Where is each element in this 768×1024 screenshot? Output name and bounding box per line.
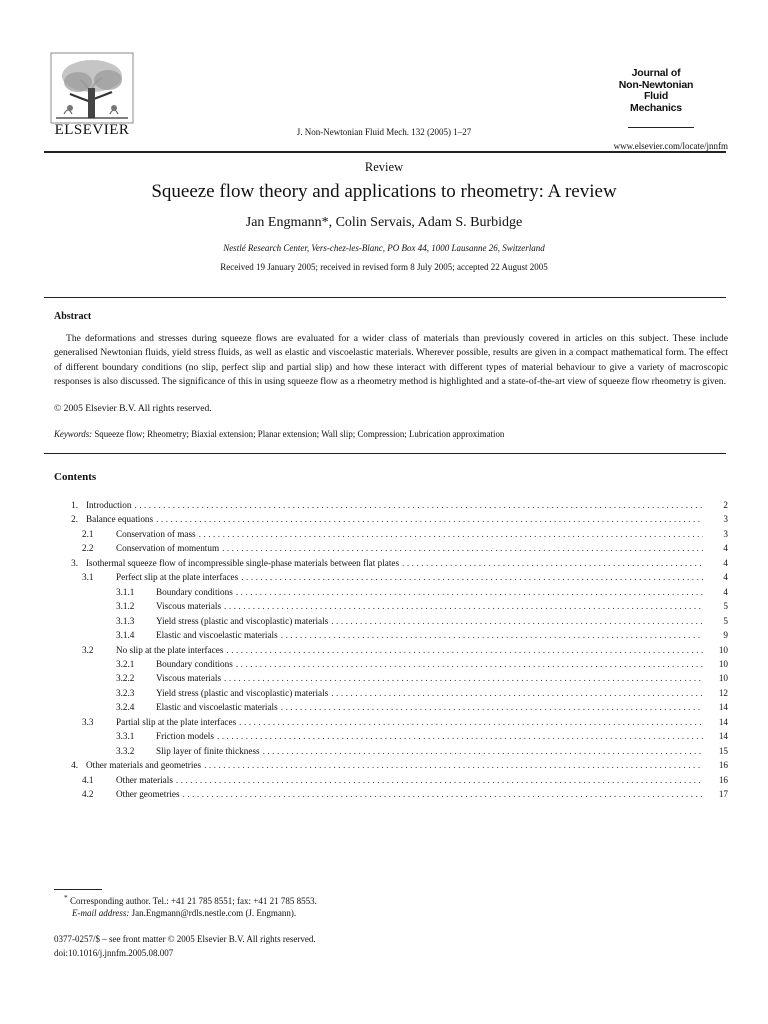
toc-entry[interactable] xyxy=(54,702,728,716)
toc-entry[interactable] xyxy=(54,673,728,687)
toc-entry-number: 2.2 xyxy=(82,543,94,554)
paper-title: Squeeze flow theory and applications to rheometry: A review xyxy=(151,181,617,202)
doi-line[interactable]: doi:10.1016/j.jnnfm.2005.08.007 xyxy=(54,948,174,958)
corresponding-author-text: Corresponding author. Tel.: +41 21 785 8551; fax: +41 21 785 8553. xyxy=(70,896,317,906)
toc-leader-dots xyxy=(176,775,703,785)
toc-entry[interactable] xyxy=(54,601,728,615)
journal-name-line: Non-Newtonian xyxy=(618,78,694,91)
toc-entry-page: 10 xyxy=(718,658,728,669)
footnote-divider xyxy=(54,889,102,890)
keywords-list: Squeeze flow; Rheometry; Biaxial extension; Planar extension; Wall slip; Compression; Lubrication approximation xyxy=(94,429,505,439)
journal-name-line: Fluid xyxy=(643,90,669,102)
toc-leader-dots xyxy=(239,717,703,727)
toc-entry[interactable] xyxy=(54,659,728,673)
toc-entry[interactable] xyxy=(54,543,728,557)
abstract-heading: Abstract xyxy=(54,311,92,322)
toc-leader-dots xyxy=(224,673,703,683)
issn-line: 0377-0257/$ – see front matter © 2005 Elsevier B.V. All rights reserved. xyxy=(54,934,316,944)
toc-leader-dots xyxy=(204,760,703,770)
author-list: Jan Engmann*, Colin Servais, Adam S. Burbidge xyxy=(245,215,523,230)
abstract-body: The deformations and stresses during squeeze flows are evaluated for a wider class of materials than previously covered in articles on this subject. These include generalised Newtonian fluids, yield stress fluids, as well as elastic and viscoelastic materials. Wherever possible, results are given in a compact mathematical form. The effect of different boundary conditions (no slip, perfect slip and partial slip) and how these interact with different types of material behaviour to give a variety of macroscopic responses is also discussed. The significance of this in using squeeze flow as a rheometry method is highlighted and a state-of-the-art view of squeeze flow rheometry is given. xyxy=(54,333,728,387)
toc-entry[interactable] xyxy=(54,688,728,702)
toc-entry[interactable] xyxy=(54,616,728,630)
toc-leader-dots xyxy=(281,702,703,712)
toc-entry-number: 3. xyxy=(71,557,78,568)
toc-entry-page: 4 xyxy=(723,543,728,554)
toc-entry-title: Balance equations xyxy=(86,514,154,525)
toc-entry[interactable] xyxy=(54,514,728,528)
toc-entry[interactable] xyxy=(54,587,728,601)
toc-entry-page: 3 xyxy=(723,514,728,525)
toc-entry-title: Conservation of mass xyxy=(116,528,196,539)
toc-entry-title: Elastic and viscoelastic materials xyxy=(156,630,278,641)
toc-leader-dots xyxy=(199,529,703,539)
toc-leader-dots xyxy=(331,688,703,698)
toc-entry-page: 4 xyxy=(723,572,728,583)
toc-entry-title: Boundary conditions xyxy=(156,658,233,669)
toc-entry-number: 3.1.4 xyxy=(116,630,135,641)
toc-entry[interactable] xyxy=(54,760,728,774)
toc-leader-dots xyxy=(241,572,703,582)
toc-entry-number: 3.1 xyxy=(82,572,94,583)
toc-leader-dots xyxy=(263,746,703,756)
received-dates: Received 19 January 2005; received in revised form 8 July 2005; accepted 22 August 2005 xyxy=(220,262,548,272)
toc-entry[interactable] xyxy=(54,731,728,745)
toc-entry-page: 14 xyxy=(718,702,728,713)
toc-entry-title: Boundary conditions xyxy=(156,586,233,597)
toc-leader-dots xyxy=(224,601,703,611)
toc-entry-number: 4.1 xyxy=(82,774,94,785)
toc-entry-title: Elastic and viscoelastic materials xyxy=(156,702,278,713)
toc-entry-title: Introduction xyxy=(86,500,132,510)
toc-leader-dots xyxy=(183,789,703,799)
toc-entry[interactable] xyxy=(54,572,728,586)
toc-entry-title: Perfect slip at the plate interfaces xyxy=(116,572,239,583)
affiliation: Nestlé Research Center, Vers-chez-les-Blanc, PO Box 44, 1000 Lausanne 26, Switzerland xyxy=(223,243,545,253)
toc-entry-title: Partial slip at the plate interfaces xyxy=(116,716,237,727)
toc-leader-dots xyxy=(281,630,703,640)
toc-entry[interactable] xyxy=(54,746,728,760)
journal-name-logo xyxy=(592,56,720,132)
toc-entry-number: 3.3 xyxy=(82,716,94,727)
toc-entry-title: Other materials xyxy=(116,774,173,785)
toc-entry-title: Isothermal squeeze flow of incompressible single-phase materials between flat plates xyxy=(86,557,400,568)
toc-entry-page: 17 xyxy=(718,789,728,799)
corresponding-author-note xyxy=(64,893,317,906)
toc-entry-page: 15 xyxy=(718,745,728,756)
toc-entry-title: Viscous materials xyxy=(156,673,222,684)
toc-entry-page: 14 xyxy=(718,731,728,742)
toc-entry-title: No slip at the plate interfaces xyxy=(116,644,224,655)
toc-entry-number: 3.2.2 xyxy=(116,673,135,684)
journal-logo-rule xyxy=(628,127,694,128)
toc-entry-title: Yield stress (plastic and viscoplastic) materials xyxy=(156,615,329,626)
toc-entry-number: 3.2.4 xyxy=(116,702,135,713)
toc-entry-number: 3.1.3 xyxy=(116,615,135,626)
toc-entry[interactable] xyxy=(54,558,728,572)
toc-entry-number: 3.1.1 xyxy=(116,586,135,597)
toc-entry-number: 3.2.3 xyxy=(116,687,135,698)
journal-name-line: Mechanics xyxy=(630,101,682,114)
abstract-divider xyxy=(44,297,726,298)
publisher-logo-text: ELSEVIER xyxy=(54,122,130,138)
keywords-label: Keywords: xyxy=(54,429,93,439)
toc-entry-page: 10 xyxy=(718,644,728,655)
keywords xyxy=(54,429,504,439)
journal-url[interactable]: www.elsevier.com/locate/jnnfm xyxy=(613,141,728,151)
toc-entry-page: 2 xyxy=(723,500,728,510)
contents-heading: Contents xyxy=(54,471,97,483)
toc-entry-number: 1. xyxy=(71,500,78,510)
toc-entry-number: 3.2.1 xyxy=(116,658,135,669)
toc-leader-dots xyxy=(402,558,703,568)
email-note xyxy=(72,908,296,918)
toc-entry-number: 4.2 xyxy=(82,789,94,799)
copyright-notice: © 2005 Elsevier B.V. All rights reserved. xyxy=(54,403,212,414)
email-address[interactable]: Jan.Engmann@rdls.nestle.com (J. Engmann). xyxy=(131,908,297,918)
toc-entry[interactable] xyxy=(54,529,728,543)
toc-entry-number: 2. xyxy=(71,514,78,525)
toc-entry-page: 9 xyxy=(723,630,728,641)
toc-entry-title: Viscous materials xyxy=(156,601,222,612)
toc-entry-number: 4. xyxy=(71,760,78,771)
toc-entry-page: 14 xyxy=(718,716,728,727)
toc-entry-number: 3.3.1 xyxy=(116,731,135,742)
toc-entry[interactable] xyxy=(54,717,728,731)
toc-entry-title: Other materials and geometries xyxy=(86,760,202,771)
toc-entry-title: Slip layer of finite thickness xyxy=(156,745,260,756)
toc-leader-dots xyxy=(222,543,703,553)
toc-entry-page: 10 xyxy=(718,673,728,684)
toc-leader-dots xyxy=(217,731,703,741)
toc-leader-dots xyxy=(134,500,703,510)
footnote-marker: * xyxy=(64,893,68,902)
toc-entry-number: 3.2 xyxy=(82,644,94,655)
article-type-label: Review xyxy=(364,160,404,174)
toc-entry-page: 4 xyxy=(723,586,728,597)
toc-entry[interactable] xyxy=(54,630,728,644)
toc-entry-page: 4 xyxy=(723,557,728,568)
toc-leader-dots xyxy=(236,587,703,597)
toc-entry[interactable] xyxy=(54,500,728,514)
toc-entry-page: 3 xyxy=(723,528,728,539)
toc-leader-dots xyxy=(331,616,703,626)
toc-entry[interactable] xyxy=(54,789,728,803)
contents-divider xyxy=(44,453,726,454)
toc-entry-title: Conservation of momentum xyxy=(116,543,220,554)
email-label: E-mail address: xyxy=(72,908,130,918)
toc-entry-page: 5 xyxy=(723,615,728,626)
toc-leader-dots xyxy=(236,659,703,669)
toc-entry-page: 16 xyxy=(718,760,728,771)
toc-entry-number: 2.1 xyxy=(82,528,94,539)
toc-entry-number: 3.1.2 xyxy=(116,601,135,612)
toc-entry-title: Friction models xyxy=(156,731,214,742)
toc-entry-page: 5 xyxy=(723,601,728,612)
journal-citation: J. Non-Newtonian Fluid Mech. 132 (2005) 1–27 xyxy=(296,127,472,137)
journal-name-line: Journal of xyxy=(631,67,681,79)
toc-leader-dots xyxy=(156,514,703,524)
toc-entry-page: 12 xyxy=(718,687,728,698)
toc-entry-title: Yield stress (plastic and viscoplastic) materials xyxy=(156,687,329,698)
toc-entry-title: Other geometries xyxy=(116,789,180,799)
toc-entry-page: 16 xyxy=(718,774,728,785)
toc-leader-dots xyxy=(226,645,703,655)
toc-entry[interactable] xyxy=(54,775,728,789)
toc-entry-number: 3.3.2 xyxy=(116,745,135,756)
toc-entry[interactable] xyxy=(54,645,728,659)
header-divider xyxy=(44,151,726,153)
